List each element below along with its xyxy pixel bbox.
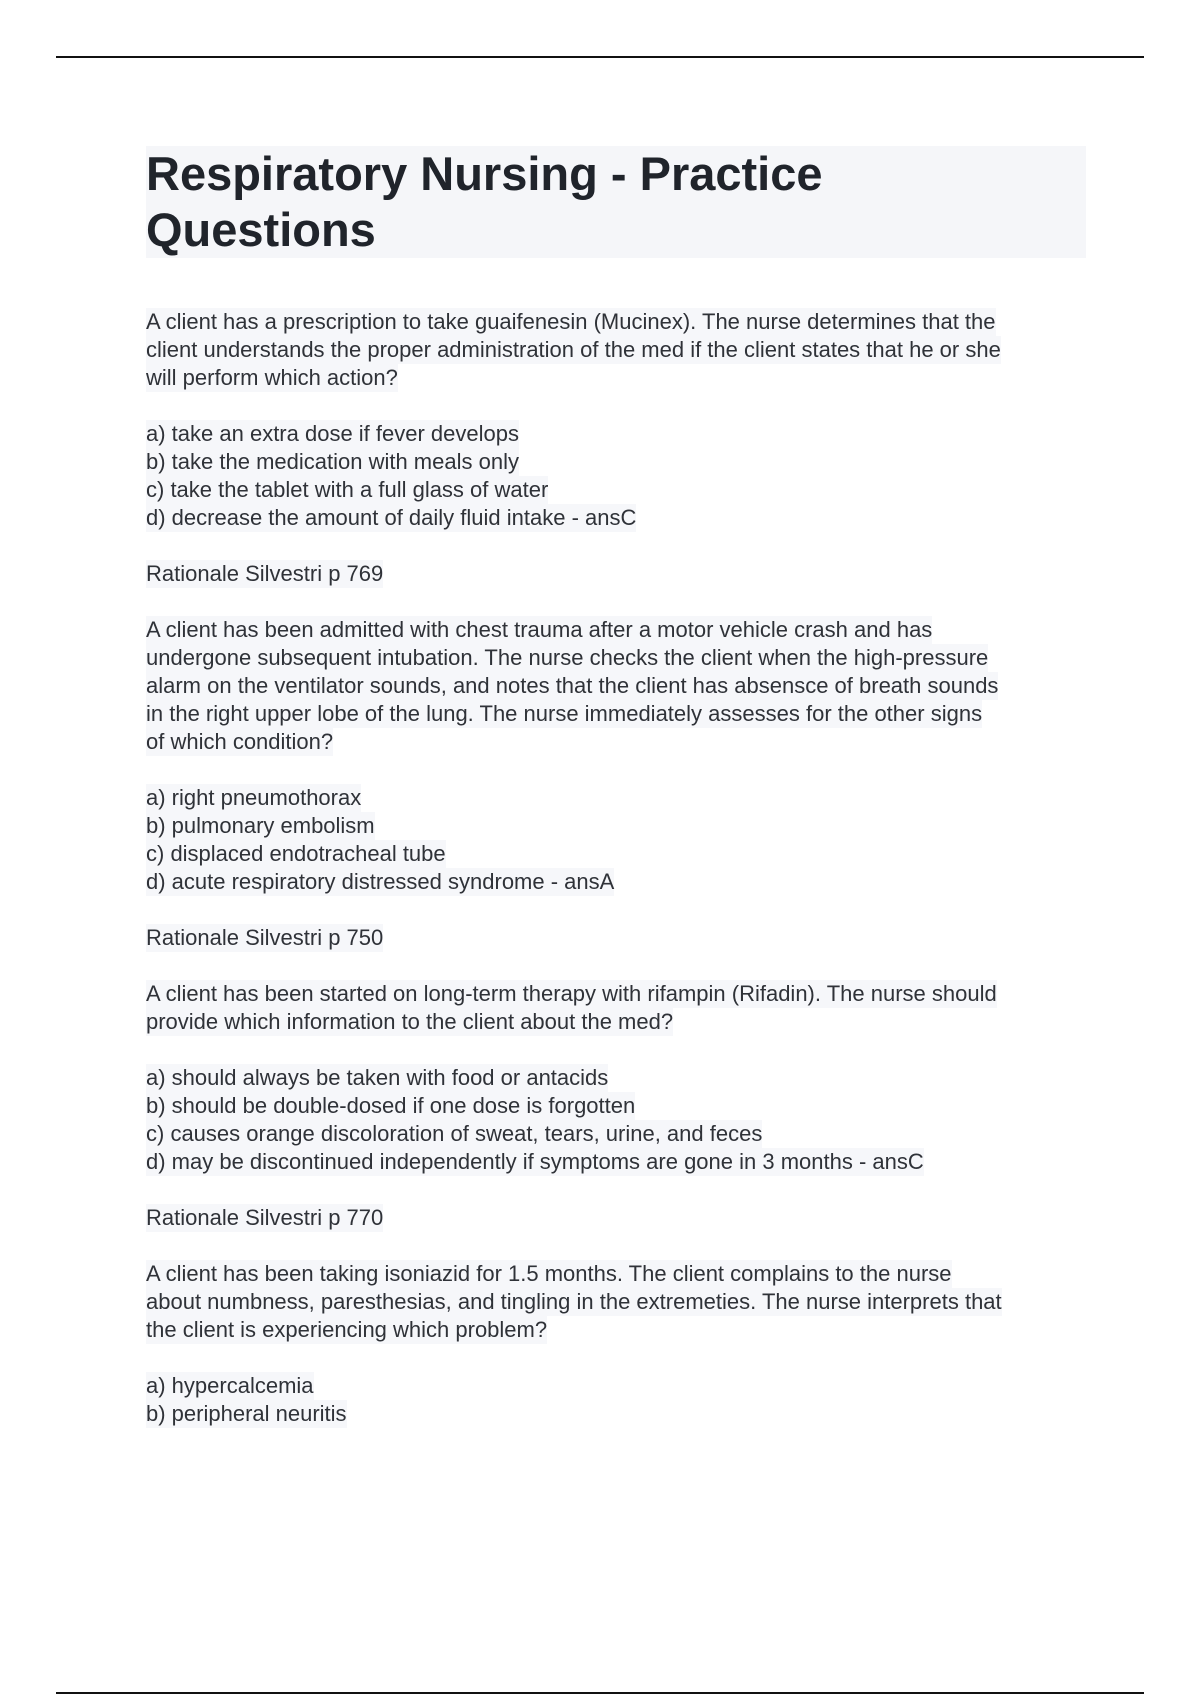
answer-option: c) displaced endotracheal tube [146,841,446,866]
title-line: Questions [146,203,376,256]
question-2 [146,616,1086,952]
answer-options [146,784,1086,896]
stem-line: of which condition? [146,729,334,754]
answer-option: a) take an extra dose if fever develops [146,421,519,446]
stem-line: A client has been taking isoniazid for 1.5 months. The client complains to the nurse [146,1261,952,1286]
bottom-rule [56,1692,1144,1694]
answer-options [146,1372,1086,1428]
answer-option: a) right pneumothorax [146,785,362,810]
stem-line: A client has a prescription to take guaifenesin (Mucinex). The nurse determines that the [146,309,996,334]
question-stem [146,616,1086,756]
rationale: Rationale Silvestri p 769 [146,561,384,586]
stem-line: in the right upper lobe of the lung. The nurse immediately assesses for the other signs [146,701,983,726]
stem-line: provide which information to the client about the med? [146,1009,674,1034]
answer-option: b) take the medication with meals only [146,449,519,474]
answer-option: b) should be double-dosed if one dose is forgotten [146,1093,636,1118]
stem-line: the client is experiencing which problem? [146,1317,548,1342]
answer-option: d) decrease the amount of daily fluid intake - ansC [146,505,637,530]
answer-options [146,1064,1086,1176]
title-line: Respiratory Nursing - Practice [146,147,823,200]
answer-options [146,420,1086,532]
answer-option: c) take the tablet with a full glass of water [146,477,549,502]
stem-line: A client has been started on long-term therapy with rifampin (Rifadin). The nurse should [146,981,997,1006]
question-3 [146,980,1086,1232]
answer-option: b) pulmonary embolism [146,813,375,838]
answer-option: a) should always be taken with food or antacids [146,1065,609,1090]
stem-line: about numbness, paresthesias, and tingling in the extremeties. The nurse interprets that [146,1289,1002,1314]
answer-option: c) causes orange discoloration of sweat, tears, urine, and feces [146,1121,763,1146]
answer-option: b) peripheral neuritis [146,1401,347,1426]
stem-line: A client has been admitted with chest trauma after a motor vehicle crash and has [146,617,933,642]
document-page [146,146,1086,1428]
question-stem [146,308,1086,392]
stem-line: alarm on the ventilator sounds, and notes that the client has absensce of breath sounds [146,673,999,698]
stem-line: will perform which action? [146,365,398,390]
question-stem [146,980,1086,1036]
stem-line: client understands the proper administration of the med if the client states that he or she [146,337,1001,362]
rationale: Rationale Silvestri p 750 [146,925,384,950]
question-4 [146,1260,1086,1428]
document-title [146,146,1086,258]
answer-option: d) may be discontinued independently if symptoms are gone in 3 months - ansC [146,1149,924,1174]
stem-line: undergone subsequent intubation. The nurse checks the client when the high-pressure [146,645,989,670]
answer-option: a) hypercalcemia [146,1373,314,1398]
question-stem [146,1260,1086,1344]
rationale: Rationale Silvestri p 770 [146,1205,384,1230]
top-rule [56,56,1144,58]
question-1 [146,308,1086,588]
answer-option: d) acute respiratory distressed syndrome - ansA [146,869,615,894]
